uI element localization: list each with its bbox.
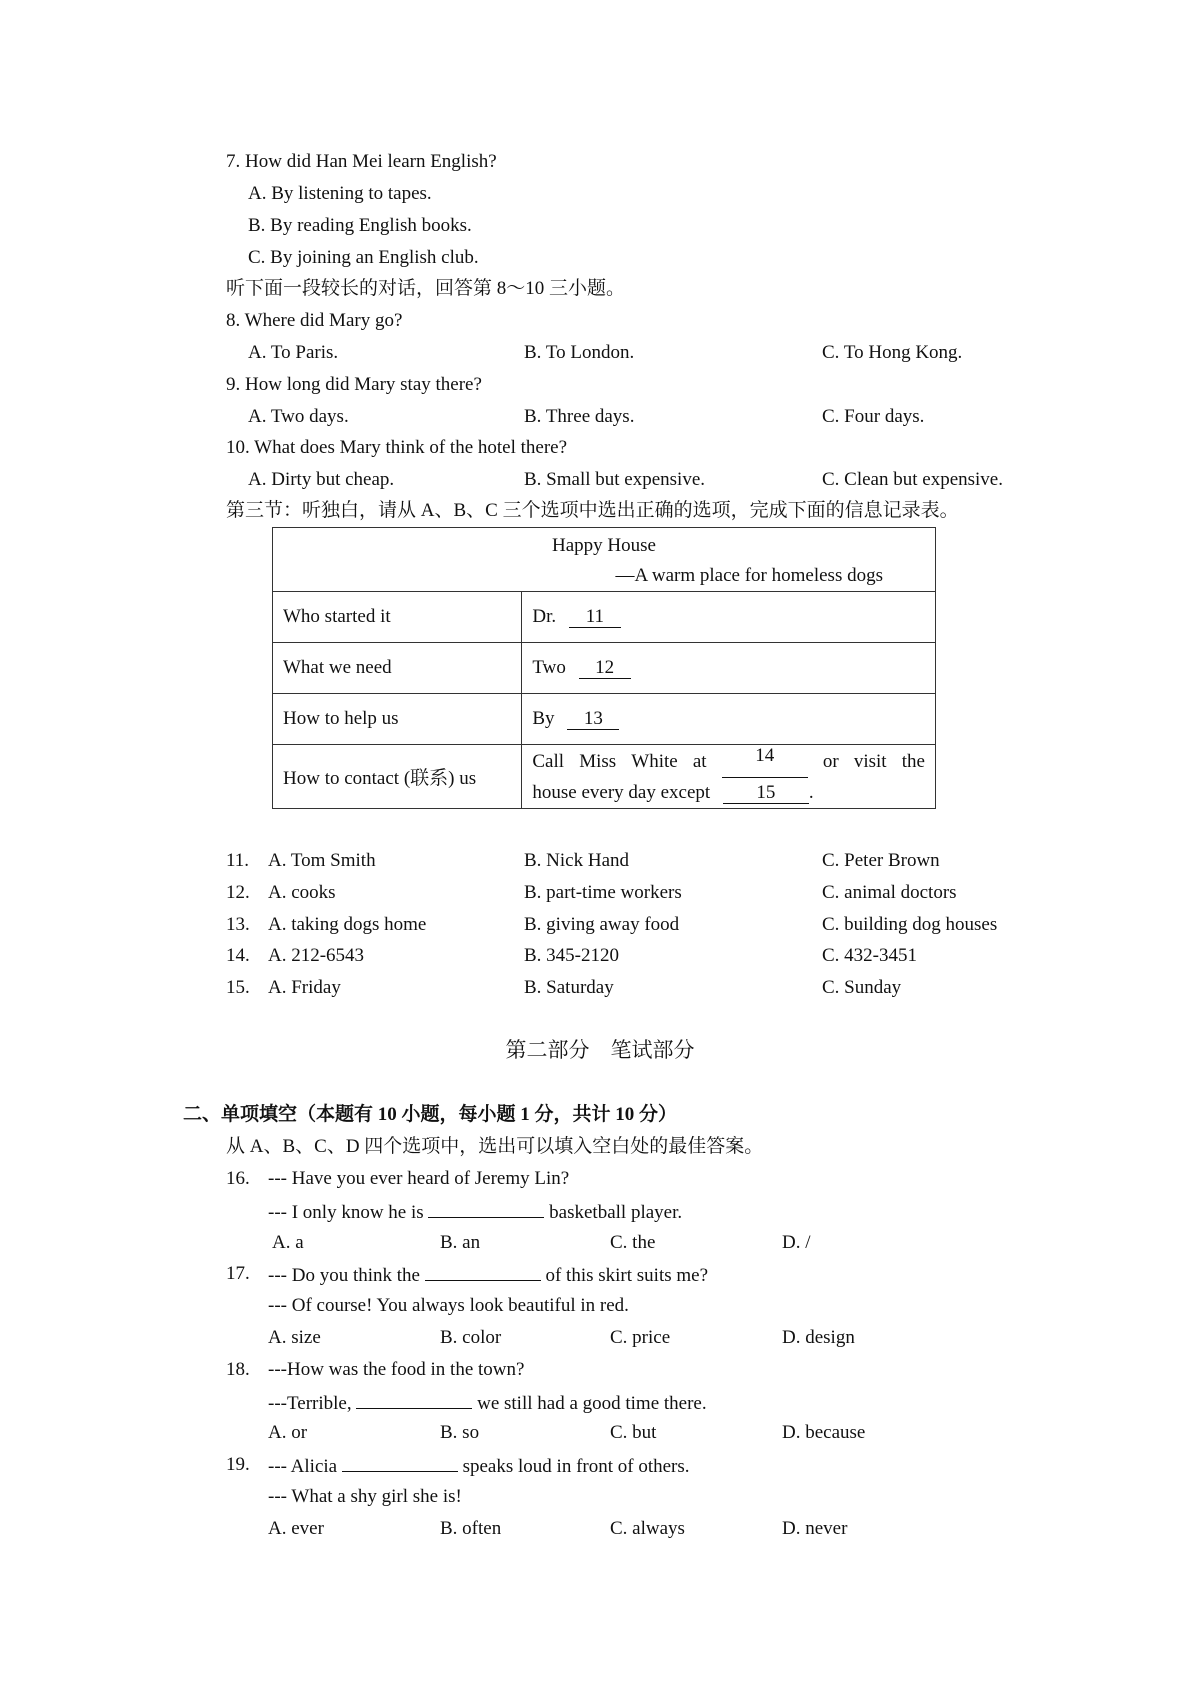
q10-option-c: C. Clean but expensive. <box>822 469 1003 490</box>
contact-line-2-text: house every day except <box>532 781 711 803</box>
q10-option-b: B. Small but expensive. <box>524 469 706 490</box>
q7-option-a: A. By listening to tapes. <box>248 183 432 204</box>
part2-title: 第二部分 笔试部分 <box>505 1038 695 1062</box>
q18-option-b: B. so <box>440 1422 480 1443</box>
q7-option-c: C. By joining an English club. <box>248 247 479 268</box>
table-title: Happy House <box>552 534 656 556</box>
word: or <box>822 750 839 772</box>
table-row <box>273 592 936 643</box>
contact-line-2 <box>532 778 925 808</box>
answer-blank <box>425 1262 541 1281</box>
q17-line-2: --- Of course! You always look beautiful in red. <box>268 1295 629 1316</box>
q12-option-a: A. cooks <box>268 882 336 903</box>
row-value <box>522 592 936 643</box>
q16-line-2-pre: --- I only know he is <box>268 1202 424 1223</box>
blank-13: 13 <box>567 709 619 730</box>
question-9: 9. How long did Mary stay there? <box>226 374 482 395</box>
q9-option-c: C. Four days. <box>822 406 925 427</box>
q13-number: 13. <box>226 914 250 935</box>
word: Miss <box>579 750 617 772</box>
answer-blank <box>356 1390 472 1409</box>
q12-number: 12. <box>226 882 250 903</box>
q8-option-a: A. To Paris. <box>248 342 339 363</box>
row-label: What we need <box>273 643 522 694</box>
q17-line-1 <box>268 1262 708 1288</box>
q10-option-a: A. Dirty but cheap. <box>248 469 395 490</box>
contact-line-2-end: . <box>808 781 814 803</box>
q18-line-2 <box>268 1390 707 1416</box>
q13-option-b: B. giving away food <box>524 914 680 935</box>
q18-line-2-pre: ---Terrible, <box>268 1393 352 1414</box>
q17-option-d: D. design <box>782 1327 855 1348</box>
q15-option-b: B. Saturday <box>524 977 614 998</box>
q11-number: 11. <box>226 850 250 871</box>
q16-line-1-text: --- Have you ever heard of Jeremy Lin? <box>268 1168 570 1189</box>
word: White <box>631 750 678 772</box>
q19-line-1 <box>268 1453 690 1479</box>
q12-option-c: C. animal doctors <box>822 882 957 903</box>
q16-number: 16. <box>226 1168 250 1189</box>
q16-line-2-post: basketball player. <box>549 1202 683 1223</box>
blank-15: 15 <box>723 783 809 804</box>
table-row <box>273 643 936 694</box>
info-record-table <box>272 527 936 809</box>
row-label: How to help us <box>273 694 522 745</box>
blank-12: 12 <box>579 658 631 679</box>
q13-option-c: C. building dog houses <box>822 914 998 935</box>
q18-number: 18. <box>226 1359 250 1380</box>
q18-option-d: D. because <box>782 1422 866 1443</box>
q19-option-c: C. always <box>610 1518 685 1539</box>
word: Call <box>532 750 565 772</box>
word: visit <box>853 750 887 772</box>
table-row <box>273 745 936 809</box>
word: the <box>901 750 925 772</box>
question-8: 8. Where did Mary go? <box>226 310 403 331</box>
blank-11: 11 <box>569 607 621 628</box>
q11-option-b: B. Nick Hand <box>524 850 630 871</box>
q19-option-a: A. ever <box>268 1518 324 1539</box>
q11-option-a: A. Tom Smith <box>268 850 376 871</box>
q8-option-c: C. To Hong Kong. <box>822 342 963 363</box>
question-10: 10. What does Mary think of the hotel there? <box>226 437 568 458</box>
answer-blank <box>428 1199 544 1218</box>
section-heading: 二、单项填空（本题有 10 小题，每小题 1 分，共计 10 分） <box>183 1104 678 1125</box>
part2-instruction: 从 A、B、C、D 四个选项中，选出可以填入空白处的最佳答案。 <box>226 1136 764 1157</box>
row-label: Who started it <box>273 592 522 643</box>
q16-option-d: D. / <box>782 1232 811 1253</box>
q18-line-2-post: we still had a good time there. <box>477 1393 707 1414</box>
q9-option-b: B. Three days. <box>524 406 635 427</box>
q7-option-b: B. By reading English books. <box>248 215 472 236</box>
table-row <box>273 694 936 745</box>
q11-option-c: C. Peter Brown <box>822 850 940 871</box>
q15-option-a: A. Friday <box>268 977 341 998</box>
q14-number: 14. <box>226 945 250 966</box>
q14-option-a: A. 212-6543 <box>268 945 365 966</box>
q17-option-a: A. size <box>268 1327 321 1348</box>
q14-option-b: B. 345-2120 <box>524 945 619 966</box>
q16-line-1 <box>268 1167 569 1191</box>
row-prefix: Dr. <box>532 606 557 627</box>
q19-line-1-pre: --- Alicia <box>268 1456 338 1477</box>
q8-option-b: B. To London. <box>524 342 635 363</box>
row-value <box>522 694 936 745</box>
row-prefix: By <box>532 708 555 729</box>
table-caption <box>273 528 936 592</box>
q12-option-b: B. part-time workers <box>524 882 682 903</box>
contact-line-1 <box>532 746 925 778</box>
q19-option-d: D. never <box>782 1518 848 1539</box>
q13-option-a: A. taking dogs home <box>268 914 427 935</box>
q19-option-b: B. often <box>440 1518 502 1539</box>
row-prefix: Two <box>532 657 566 678</box>
q17-line-1-post: of this skirt suits me? <box>545 1265 709 1286</box>
answer-blank <box>342 1453 458 1472</box>
instruction-8-10: 听下面一段较长的对话，回答第 8～10 三小题。 <box>226 278 626 299</box>
q16-option-c: C. the <box>610 1232 656 1253</box>
q15-option-c: C. Sunday <box>822 977 902 998</box>
q18-line-1: ---How was the food in the town? <box>268 1359 525 1380</box>
row-value <box>522 643 936 694</box>
q17-option-c: C. price <box>610 1327 671 1348</box>
word: at <box>692 750 707 772</box>
q16-option-b: B. an <box>440 1232 481 1253</box>
table-subtitle: —A warm place for homeless dogs <box>615 564 883 586</box>
q9-option-a: A. Two days. <box>248 406 349 427</box>
q18-option-a: A. or <box>268 1422 308 1443</box>
q18-option-c: C. but <box>610 1422 657 1443</box>
section3-instruction: 第三节：听独白，请从 A、B、C 三个选项中选出正确的选项，完成下面的信息记录表。 <box>226 500 959 521</box>
q14-option-c: C. 432-3451 <box>822 945 917 966</box>
q17-line-1-pre: --- Do you think the <box>268 1265 420 1286</box>
q17-option-b: B. color <box>440 1327 502 1348</box>
q19-line-1-post: speaks loud in front of others. <box>462 1456 690 1477</box>
row-label: How to contact (联系) us <box>273 745 522 809</box>
q19-line-2: --- What a shy girl she is! <box>268 1486 462 1507</box>
q16-option-a: A. a <box>272 1232 304 1253</box>
question-7: 7. How did Han Mei learn English? <box>226 151 497 172</box>
q19-number: 19. <box>226 1454 250 1475</box>
q15-number: 15. <box>226 977 250 998</box>
q16-line-2 <box>268 1199 682 1225</box>
row-value <box>522 745 936 809</box>
blank-14: 14 <box>722 746 808 778</box>
q17-number: 17. <box>226 1263 250 1284</box>
